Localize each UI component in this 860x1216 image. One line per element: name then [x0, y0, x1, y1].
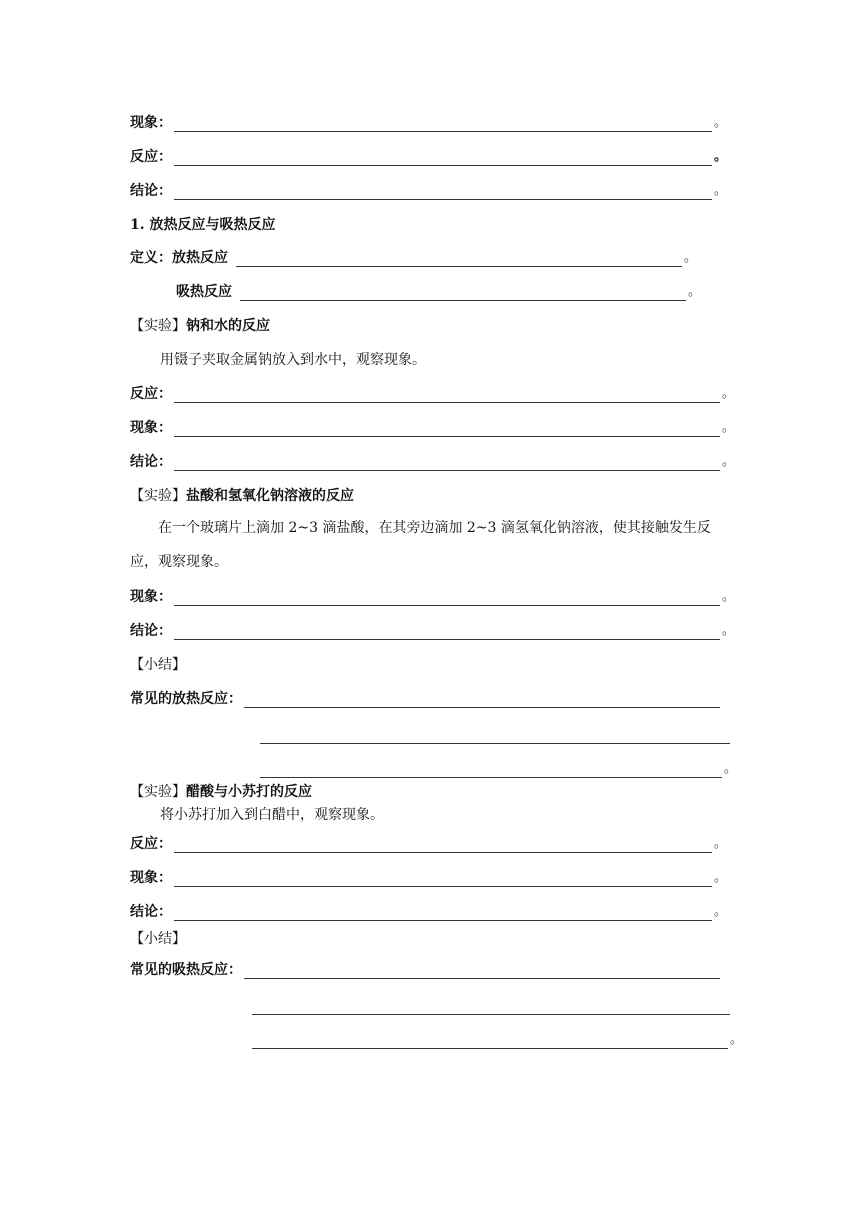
exp3-desc-row	[160, 802, 384, 824]
endo-label: 吸热反应	[176, 284, 232, 300]
summary2-heading	[130, 926, 186, 948]
reaction-label: 反应：	[130, 386, 172, 402]
exp1-conclusion-blank[interactable]	[174, 456, 720, 471]
period: 。	[722, 420, 736, 435]
exp2-phenomenon-blank[interactable]	[174, 591, 720, 606]
exp3-title: 醋酸与小苏打的反应	[186, 784, 312, 800]
exp3-desc: 将小苏打加入到白醋中，观察现象。	[160, 807, 384, 823]
exp2-desc: 在一个玻璃片上滴加 2~3 滴盐酸，在其旁边滴加 2~3 滴氢氧化钠溶液，使其接触发生反应，观察现象。	[130, 520, 711, 570]
section-heading-text: 1. 放热反应与吸热反应	[130, 217, 276, 233]
exp2-conclusion-blank[interactable]	[174, 625, 720, 640]
period: 。	[714, 870, 728, 885]
conclusion-blank[interactable]	[174, 185, 712, 200]
conclusion-label: 结论：	[130, 904, 172, 920]
exp2-title-row	[130, 483, 354, 505]
period: 。	[730, 1032, 744, 1047]
summary1-row-3	[258, 756, 737, 778]
exp1-reaction-blank[interactable]	[174, 388, 720, 403]
reaction-label: 反应：	[130, 836, 172, 852]
period: 。	[714, 115, 728, 130]
endo-common-blank-3[interactable]	[252, 1034, 728, 1049]
exp1-reaction-row	[130, 381, 735, 403]
endo-common-label: 常见的吸热反应：	[130, 962, 242, 978]
exo-common-label: 常见的放热反应：	[130, 691, 242, 707]
period: 。	[714, 836, 728, 851]
exp2-conclusion-row	[130, 618, 735, 640]
summary1-heading	[130, 652, 186, 674]
exo-label: 放热反应	[172, 250, 228, 266]
summary2-row-3	[250, 1027, 743, 1049]
definition-label: 定义：	[130, 250, 172, 266]
exp2-phenomenon-row	[130, 584, 735, 606]
reaction-blank[interactable]	[174, 151, 712, 166]
phenomenon-row	[130, 110, 727, 132]
exp1-desc-row	[160, 347, 426, 369]
exo-common-blank-1[interactable]	[244, 693, 720, 708]
endo-definition-blank[interactable]	[240, 286, 686, 301]
period: 。	[714, 149, 728, 164]
summary1-row	[130, 686, 720, 708]
definition-endo-row	[176, 279, 701, 301]
phenomenon-blank[interactable]	[174, 117, 712, 132]
conclusion-label: 结论：	[130, 454, 172, 470]
exp3-phenomenon-row	[130, 865, 727, 887]
phenomenon-label: 现象：	[130, 420, 172, 436]
exp1-desc: 用镊子夹取金属钠放入到水中，观察现象。	[160, 352, 426, 368]
exp1-bracket: 【实验】	[130, 318, 186, 334]
phenomenon-label: 现象：	[130, 115, 172, 131]
section-heading	[130, 212, 276, 234]
exp3-phenomenon-blank[interactable]	[174, 872, 712, 887]
endo-common-blank-1[interactable]	[244, 964, 720, 979]
period: 。	[714, 183, 728, 198]
period: 。	[722, 454, 736, 469]
exp3-bracket: 【实验】	[130, 784, 186, 800]
endo-common-blank-2[interactable]	[252, 1000, 730, 1015]
period: 。	[688, 284, 702, 299]
exp1-phenomenon-blank[interactable]	[174, 422, 720, 437]
summary1-bracket: 【小结】	[130, 657, 186, 673]
period: 。	[722, 386, 736, 401]
exp3-title-row	[130, 779, 312, 801]
definition-exo-row	[130, 245, 697, 267]
exp3-conclusion-row	[130, 899, 727, 921]
summary1-row-2	[258, 722, 730, 744]
summary2-row	[130, 957, 720, 979]
phenomenon-label: 现象：	[130, 870, 172, 886]
exp3-conclusion-blank[interactable]	[174, 906, 712, 921]
conclusion-label: 结论：	[130, 183, 172, 199]
conclusion-row	[130, 178, 727, 200]
phenomenon-label: 现象：	[130, 589, 172, 605]
exp1-title: 钠和水的反应	[186, 318, 270, 334]
exo-common-blank-2[interactable]	[260, 729, 730, 744]
exo-common-blank-3[interactable]	[260, 763, 722, 778]
exp1-title-row	[130, 313, 270, 335]
exp1-conclusion-row	[130, 449, 735, 471]
reaction-label: 反应：	[130, 149, 172, 165]
summary2-bracket: 【小结】	[130, 931, 186, 947]
summary2-row-2	[250, 993, 730, 1015]
conclusion-label: 结论：	[130, 623, 172, 639]
reaction-row	[130, 144, 727, 166]
exp2-bracket: 【实验】	[130, 488, 186, 504]
period: 。	[722, 589, 736, 604]
period: 。	[722, 623, 736, 638]
period: 。	[724, 761, 738, 776]
exp3-reaction-row	[130, 831, 727, 853]
exp2-title: 盐酸和氢氧化钠溶液的反应	[186, 488, 354, 504]
period: 。	[714, 904, 728, 919]
exp1-phenomenon-row	[130, 415, 735, 437]
exo-definition-blank[interactable]	[236, 252, 682, 267]
exp3-reaction-blank[interactable]	[174, 838, 712, 853]
period: 。	[684, 250, 698, 265]
